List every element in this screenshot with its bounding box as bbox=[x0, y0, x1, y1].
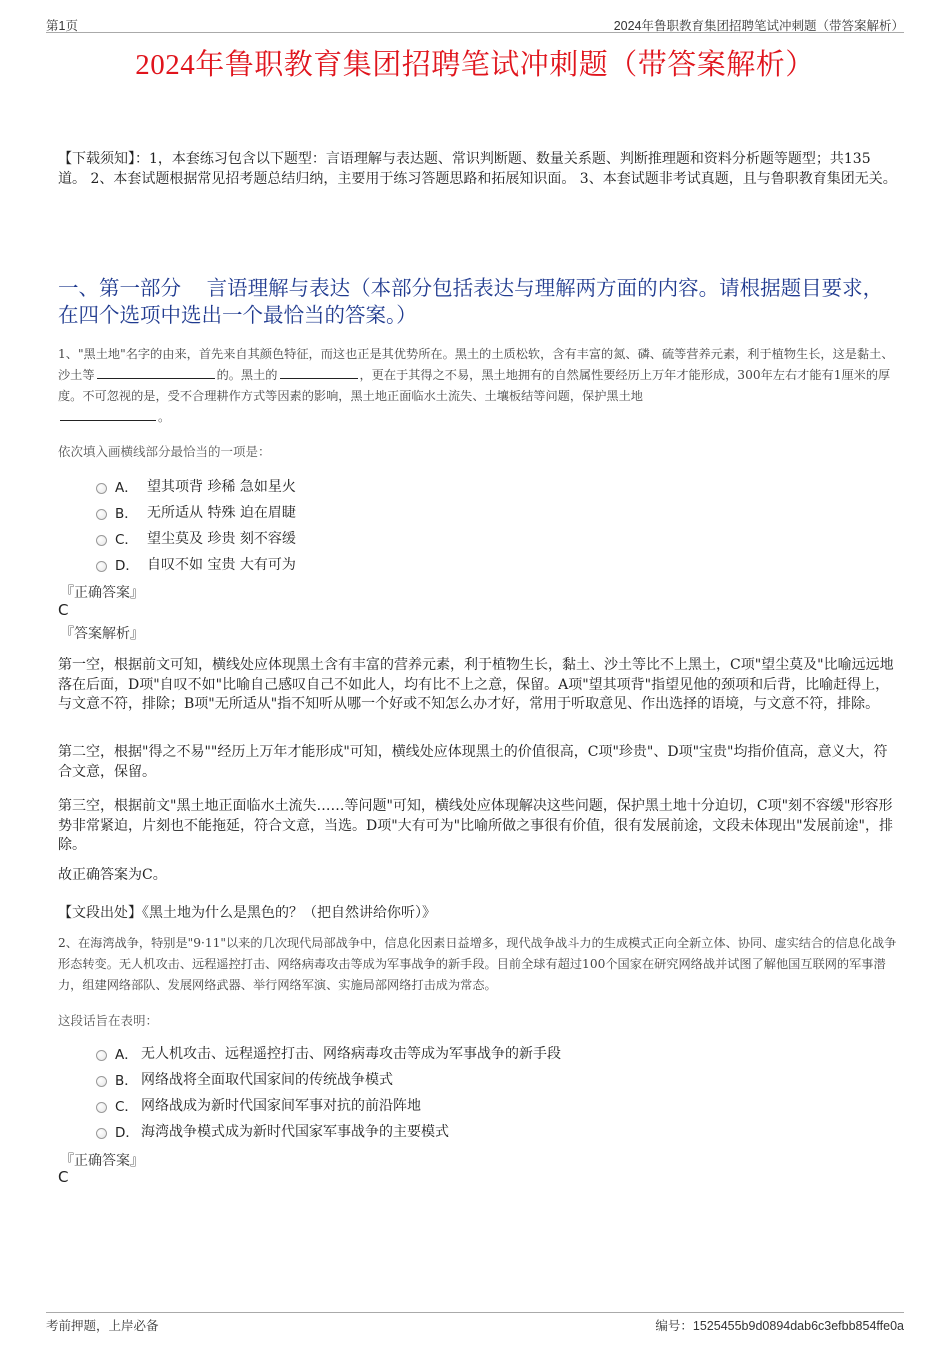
option-text: 望尘莫及 珍贵 刻不容缓 bbox=[147, 531, 296, 547]
page-number: 第1页 bbox=[46, 19, 78, 33]
option-text: 自叹不如 宝贵 大有可为 bbox=[147, 557, 296, 573]
question-1-options bbox=[96, 473, 296, 577]
document-title: 2024年鲁职教育集团招聘笔试冲刺题（带答案解析） bbox=[135, 49, 815, 81]
correct-answer-label: 『正确答案』 bbox=[60, 1153, 144, 1169]
stem-text: 1、"黑土地"名字的由来，首先来自其颜色特征，而这也正是其优势所在。黑土的土质松软，含有丰富的氮、磷、硫等营养元素，利于植物生长，这是黏土、沙土等 bbox=[58, 347, 894, 382]
footer-slogan: 考前押题，上岸必备 bbox=[46, 1319, 159, 1333]
radio-icon[interactable] bbox=[96, 1076, 107, 1087]
option-a[interactable] bbox=[96, 473, 296, 499]
page-footer bbox=[46, 1312, 904, 1334]
option-letter: D． bbox=[115, 1125, 139, 1141]
question-2-stem: 2、在海湾战争，特别是"9·11"以来的几次现代局部战争中，信息化因素日益增多，现代战争战斗力的生成模式正向全新立体、协同、虚实结合的信息化战争形态转变。无人机攻击、远程遥控打击、网络病毒攻击等成为军事战争的新手段。目前全球有超过100个国家在研究网络战并试图了解他国互联网的军事潜力，组建网络部队、发展网络武器、举行网络军演、实施局部网络打击成为常态。 bbox=[58, 936, 897, 992]
option-letter: A． bbox=[115, 1047, 138, 1063]
page-header bbox=[46, 14, 904, 33]
blank-3 bbox=[60, 409, 156, 421]
question-2-prompt: 这段话旨在表明： bbox=[58, 1013, 159, 1028]
correct-answer: C bbox=[58, 601, 69, 619]
option-a[interactable] bbox=[96, 1040, 561, 1066]
radio-icon[interactable] bbox=[96, 1050, 107, 1061]
radio-icon[interactable] bbox=[96, 1128, 107, 1139]
analysis-paragraph-3: 第三空，根据前文"黑土地正面临水土流失……等问题"可知，横线处应体现解决这些问题，保护黑土地十分迫切，C项"刻不容缓"形容形势非常紧迫，片刻也不能拖延，符合文意，当选。D项"大有可为"比喻所做之事很有价值，很有发展前途，文段未体现出"发展前途"，排除。 bbox=[58, 798, 893, 853]
correct-answer-label: 『正确答案』 bbox=[60, 585, 144, 601]
option-letter: A． bbox=[115, 480, 138, 496]
option-b[interactable] bbox=[96, 1066, 561, 1092]
radio-icon[interactable] bbox=[96, 561, 107, 572]
stem-text: 的。黑土的 bbox=[216, 368, 278, 382]
blank-2 bbox=[280, 367, 358, 379]
question-1-stem bbox=[58, 344, 898, 428]
option-text: 无人机攻击、远程遥控打击、网络病毒攻击等成为军事战争的新手段 bbox=[141, 1046, 561, 1062]
blank-1 bbox=[97, 367, 215, 379]
analysis-conclusion: 故正确答案为C。 bbox=[58, 867, 167, 883]
option-letter: B． bbox=[115, 506, 138, 522]
option-text: 海湾战争模式成为新时代国家军事战争的主要模式 bbox=[141, 1124, 449, 1140]
question-2-options bbox=[96, 1040, 561, 1144]
option-text: 望其项背 珍稀 急如星火 bbox=[147, 479, 296, 495]
radio-icon[interactable] bbox=[96, 483, 107, 494]
option-letter: C． bbox=[115, 1099, 138, 1115]
analysis-paragraph-1: 第一空，根据前文可知，横线处应体现黑土含有丰富的营养元素，利于植物生长，黏土、沙土等比不上黑土，C项"望尘莫及"比喻远远地落在后面，D项"自叹不如"比喻自己感叹自己不如此人，均有比不上之意，保留。A项"望其项背"指望见他的颈项和后背，比喻赶得上，与文意不符，排除；B项"无所适从"指不知听从哪一个好或不知怎么办才好，常用于听取意见、作出选择的语境，与文意不符，排除。 bbox=[58, 657, 894, 712]
section-title: 一、第一部分 言语理解与表达（本部分包括表达与理解两方面的内容。请根据题目要求，在四个选项中选出一个最恰当的答案。） bbox=[58, 278, 884, 327]
analysis-paragraph-2: 第二空，根据"得之不易""经历上万年才能形成"可知，横线处应体现黑土的价值很高，C项"珍贵"、D项"宝贵"均指价值高，意义大，符合文意，保留。 bbox=[58, 744, 888, 780]
question-1-prompt: 依次填入画横线部分最恰当的一项是： bbox=[58, 444, 271, 459]
header-doc-name: 2024年鲁职教育集团招聘笔试冲刺题（带答案解析） bbox=[613, 19, 904, 33]
download-notice: 【下载须知】：1，本套练习包含以下题型：言语理解与表达题、常识判断题、数量关系题、判断推理题和资料分析题等题型；共135道。 2、本套试题根据常见招考题总结归纳，主要用于练习答题思路和拓展知识面。 3、本套试题非考试真题，且与鲁职教育集团无关。 bbox=[58, 151, 897, 187]
radio-icon[interactable] bbox=[96, 509, 107, 520]
radio-icon[interactable] bbox=[96, 1102, 107, 1113]
option-d[interactable] bbox=[96, 1118, 561, 1144]
option-letter: C． bbox=[115, 532, 138, 548]
option-text: 网络战将全面取代国家间的传统战争模式 bbox=[141, 1072, 393, 1088]
option-c[interactable] bbox=[96, 1092, 561, 1118]
option-letter: B． bbox=[115, 1073, 138, 1089]
passage-source: 【文段出处】《黑土地为什么是黑色的？（把自然讲给你听）》 bbox=[58, 905, 436, 921]
option-letter: D． bbox=[115, 558, 139, 574]
correct-answer: C bbox=[58, 1168, 69, 1186]
option-text: 网络战成为新时代国家间军事对抗的前沿阵地 bbox=[141, 1098, 421, 1114]
option-c[interactable] bbox=[96, 525, 296, 551]
stem-text: 。 bbox=[158, 410, 171, 424]
radio-icon[interactable] bbox=[96, 535, 107, 546]
stem-text: ，更在于其得之不易，黑土地拥有的自然属性要经历上万年才能形成，300年左右才能有1厘米的厚度。不可忽视的是，受不合理耕作方式等因素的影响，黑土地正面临水土流失、土壤板结等问题，保护黑土地 bbox=[58, 368, 891, 403]
option-d[interactable] bbox=[96, 551, 296, 577]
document-serial: 编号：1525455b9d0894dab6c3efbb854ffe0a bbox=[655, 1319, 904, 1333]
option-text: 无所适从 特殊 迫在眉睫 bbox=[147, 505, 296, 521]
option-b[interactable] bbox=[96, 499, 296, 525]
analysis-label: 『答案解析』 bbox=[60, 626, 144, 642]
